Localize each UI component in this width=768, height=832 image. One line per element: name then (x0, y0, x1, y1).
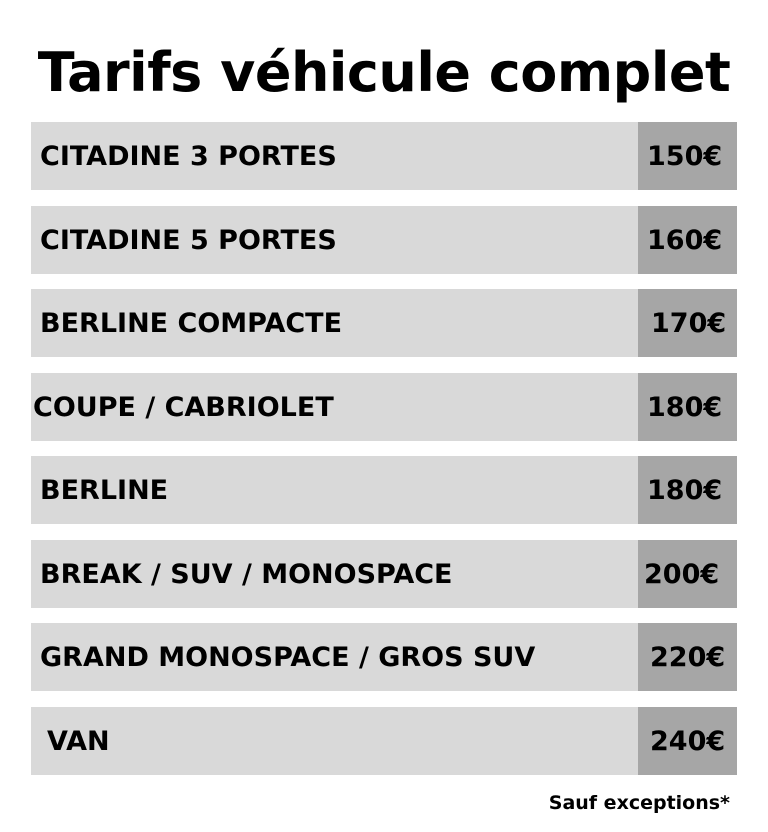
price-cell (638, 623, 737, 691)
vehicle-label: COUPE / CABRIOLET (33, 391, 334, 423)
price-row-grand-monospace-gros-suv (31, 623, 737, 691)
price-cell (638, 373, 737, 441)
vehicle-label: BERLINE COMPACTE (40, 308, 343, 339)
price-value: 220€ (650, 642, 726, 673)
price-value: 240€ (650, 725, 726, 757)
vehicle-label: GRAND MONOSPACE / GROS SUV (40, 642, 536, 673)
vehicle-label: BREAK / SUV / MONOSPACE (40, 558, 453, 590)
price-list (31, 122, 737, 790)
vehicle-label: VAN (47, 725, 110, 757)
price-value: 200€ (644, 558, 720, 590)
vehicle-label: CITADINE 3 PORTES (40, 141, 337, 172)
price-value: 180€ (647, 391, 723, 423)
price-value: 150€ (647, 141, 723, 172)
price-cell (638, 707, 737, 775)
price-row-van (31, 707, 737, 775)
price-value: 170€ (651, 308, 727, 339)
vehicle-label: CITADINE 5 PORTES (40, 224, 337, 256)
page-title: Tarifs véhicule complet (37, 41, 731, 105)
price-value: 160€ (647, 224, 723, 256)
price-cell (638, 206, 737, 274)
price-cell (638, 289, 737, 357)
price-cell (638, 540, 737, 608)
price-cell (638, 122, 737, 190)
price-row-citadine-3-portes (31, 122, 737, 190)
price-value: 180€ (647, 475, 723, 506)
vehicle-label: BERLINE (40, 475, 169, 506)
price-row-berline (31, 456, 737, 524)
price-row-citadine-5-portes (31, 206, 737, 274)
footnote: Sauf exceptions* (548, 792, 730, 814)
price-row-coupe-cabriolet (31, 373, 737, 441)
price-row-berline-compacte (31, 289, 737, 357)
price-cell (638, 456, 737, 524)
price-row-break-suv-monospace (31, 540, 737, 608)
